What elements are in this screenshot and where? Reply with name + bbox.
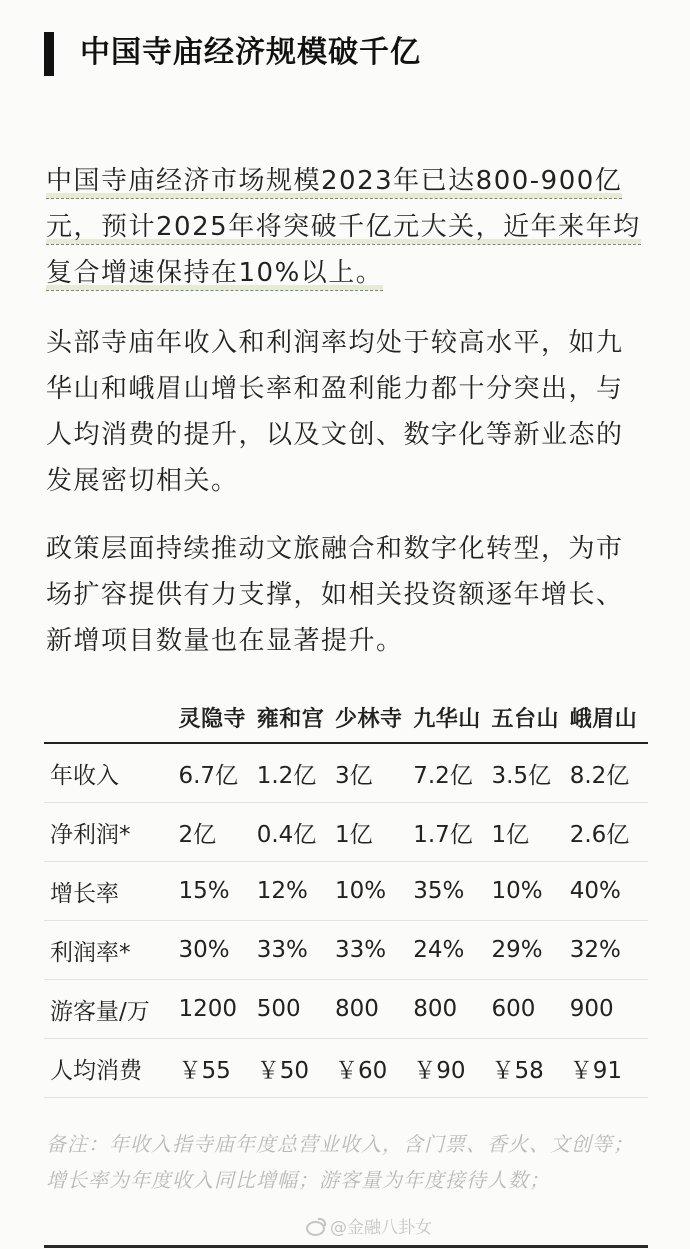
table-cell: ￥58	[491, 1039, 569, 1098]
table-row	[44, 921, 648, 980]
table-header-cell: 峨眉山	[570, 692, 648, 743]
table-cell: 0.4亿	[257, 803, 335, 862]
row-label: 游客量/万	[44, 980, 178, 1039]
table-cell: 1亿	[491, 803, 569, 862]
table-cell: 1200	[178, 980, 256, 1039]
table-cell: ￥50	[257, 1039, 335, 1098]
table-cell: 900	[570, 980, 648, 1039]
table-header-cell	[44, 692, 178, 743]
table-cell: 15%	[178, 862, 256, 921]
table-cell: 3.5亿	[491, 743, 569, 803]
table-cell: 33%	[335, 921, 413, 980]
footnote: 备注：年收入指寺庙年度总营业收入，含门票、香火、文创等；增长率为年度收入同比增幅；游客量为年度接待人数；	[46, 1132, 634, 1192]
table-cell: 800	[413, 980, 491, 1039]
table-cell: ￥60	[335, 1039, 413, 1098]
highlighted-text: 中国寺庙经济市场规模2023年已达800-900亿元，预计2025年将突破千亿元大关，近年来年均复合增速保持在10%以上。	[46, 166, 641, 291]
table-cell: 32%	[570, 921, 648, 980]
table-row	[44, 862, 648, 921]
table-header-cell: 少林寺	[335, 692, 413, 743]
intro-paragraph	[46, 158, 646, 296]
watermark-text: @金融八卦女	[330, 1218, 432, 1238]
table-header-cell: 雍和宫	[257, 692, 335, 743]
table-cell: 6.7亿	[178, 743, 256, 803]
table-row	[44, 743, 648, 803]
table-cell: 29%	[491, 921, 569, 980]
table-cell: 40%	[570, 862, 648, 921]
table-header-row	[44, 692, 648, 743]
body-paragraph-2: 头部寺庙年收入和利润率均处于较高水平，如九华山和峨眉山增长率和盈利能力都十分突出，与人均消费的提升，以及文创、数字化等新业态的发展密切相关。	[46, 328, 624, 496]
table-cell: 1.7亿	[413, 803, 491, 862]
row-label: 人均消费	[44, 1039, 178, 1098]
table-header-cell: 灵隐寺	[178, 692, 256, 743]
title-accent-bar	[44, 32, 54, 76]
row-label: 增长率	[44, 862, 178, 921]
row-label: 利润率*	[44, 921, 178, 980]
table-cell: ￥91	[570, 1039, 648, 1098]
table-cell: 8.2亿	[570, 743, 648, 803]
table-cell: 600	[491, 980, 569, 1039]
body-paragraph-3: 政策层面持续推动文旅融合和数字化转型，为市场扩容提供有力支撑，如相关投资额逐年增长、新增项目数量也在显著提升。	[46, 534, 624, 656]
table-header-cell: 五台山	[491, 692, 569, 743]
table-cell: 12%	[257, 862, 335, 921]
table-header-cell: 九华山	[413, 692, 491, 743]
table-cell: 24%	[413, 921, 491, 980]
table-cell: 35%	[413, 862, 491, 921]
table-cell: 3亿	[335, 743, 413, 803]
table-cell: 2亿	[178, 803, 256, 862]
weibo-icon	[306, 1218, 326, 1234]
table-cell: 2.6亿	[570, 803, 648, 862]
watermark	[306, 1213, 432, 1238]
row-label: 净利润*	[44, 803, 178, 862]
table-cell: 7.2亿	[413, 743, 491, 803]
table-cell: 500	[257, 980, 335, 1039]
table-row	[44, 980, 648, 1039]
row-label: 年收入	[44, 743, 178, 803]
table-row	[44, 803, 648, 862]
table-cell: 1.2亿	[257, 743, 335, 803]
table-cell: 30%	[178, 921, 256, 980]
table-cell: 10%	[335, 862, 413, 921]
bottom-divider	[44, 1245, 648, 1248]
table-cell: ￥55	[178, 1039, 256, 1098]
page-title: 中国寺庙经济规模破千亿	[80, 35, 421, 70]
table-row	[44, 1039, 648, 1098]
table-cell: 10%	[491, 862, 569, 921]
table-cell: 33%	[257, 921, 335, 980]
temple-data-table	[44, 692, 648, 1098]
table-cell: ￥90	[413, 1039, 491, 1098]
table-cell: 1亿	[335, 803, 413, 862]
table-cell: 800	[335, 980, 413, 1039]
